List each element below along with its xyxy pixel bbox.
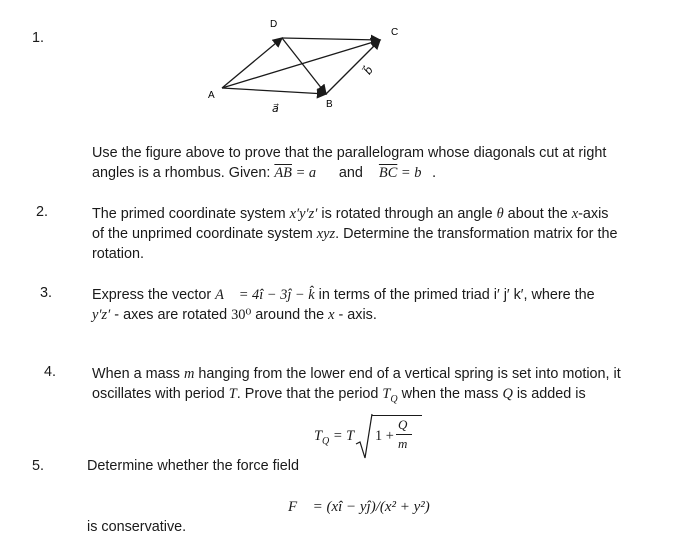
problem-2-line-2: of the unprimed coordinate system xyz. Determine the transformation matrix for the	[92, 226, 618, 242]
problem-2-line-1: The primed coordinate system x′y′z′ is rotated through an angle θ about the x-axis	[92, 206, 609, 222]
problem-4-text	[92, 364, 672, 410]
edge-dc	[282, 38, 380, 40]
edge-ab	[222, 88, 326, 94]
vertex-label-b: B	[326, 99, 333, 110]
problem-3-text	[92, 285, 672, 325]
problem-3-number: 3.	[40, 285, 53, 301]
vector-bc-equation: $\overline{BC}$ = b⃗.	[378, 165, 437, 181]
problem-5-line-last: is conservative.	[87, 519, 187, 535]
parallelogram-figure	[200, 14, 400, 114]
edge-ad	[222, 38, 282, 88]
problem-2-line-3: rotation.	[92, 246, 144, 262]
vector-label-a: a⃗	[272, 103, 279, 114]
problem-3-line-2: y′z′ - axes are rotated 30⁰ around the x - axis.	[92, 307, 377, 323]
problem-2-number: 2.	[36, 204, 49, 220]
problem-4-number: 4.	[44, 364, 57, 380]
problem-1-line-1: Use the figure above to prove that the parallelogram whose diagonals cut at right	[92, 145, 607, 161]
problem-4-line-2: oscillates with period T. Prove that the period $T_Q$ when the mass Q is added is	[92, 386, 586, 405]
problem-2-text	[92, 204, 672, 264]
problem-3-line-1: Express the vector A⃗ = 4î − 3ĵ − k̂ in terms of the primed triad i′ j′ k′, where the	[92, 287, 595, 303]
problem-5-line-1: Determine whether the force field	[87, 458, 299, 474]
vector-ab-equation: $\overline{AB}$ = a⃗	[274, 165, 328, 181]
problem-1-number: 1.	[32, 30, 45, 46]
problem-4-line-1: When a mass m hanging from the lower end of a vertical spring is set into motion, it	[92, 366, 621, 382]
vector-a-expression: A⃗ = 4î − 3ĵ − k̂	[215, 287, 315, 303]
diagonal-db	[282, 38, 326, 94]
period-formula: $T_Q = T$ 1 + Q m	[314, 412, 454, 462]
problem-1-text	[92, 143, 672, 183]
vertex-label-a: A	[208, 90, 215, 101]
force-field-formula: F⃗ = (xî − yĵ)/(x² + y²)	[288, 499, 430, 515]
vertex-label-c: C	[391, 27, 399, 38]
vertex-label-d: D	[270, 19, 278, 30]
problem-5-number: 5.	[32, 458, 45, 474]
problem-1-line-2: angles is a rhombus. Given: $\overline{AB}$ = a⃗ and $\overline{BC}$ = b⃗.	[92, 165, 437, 181]
vector-label-b: b⃗	[362, 64, 376, 78]
